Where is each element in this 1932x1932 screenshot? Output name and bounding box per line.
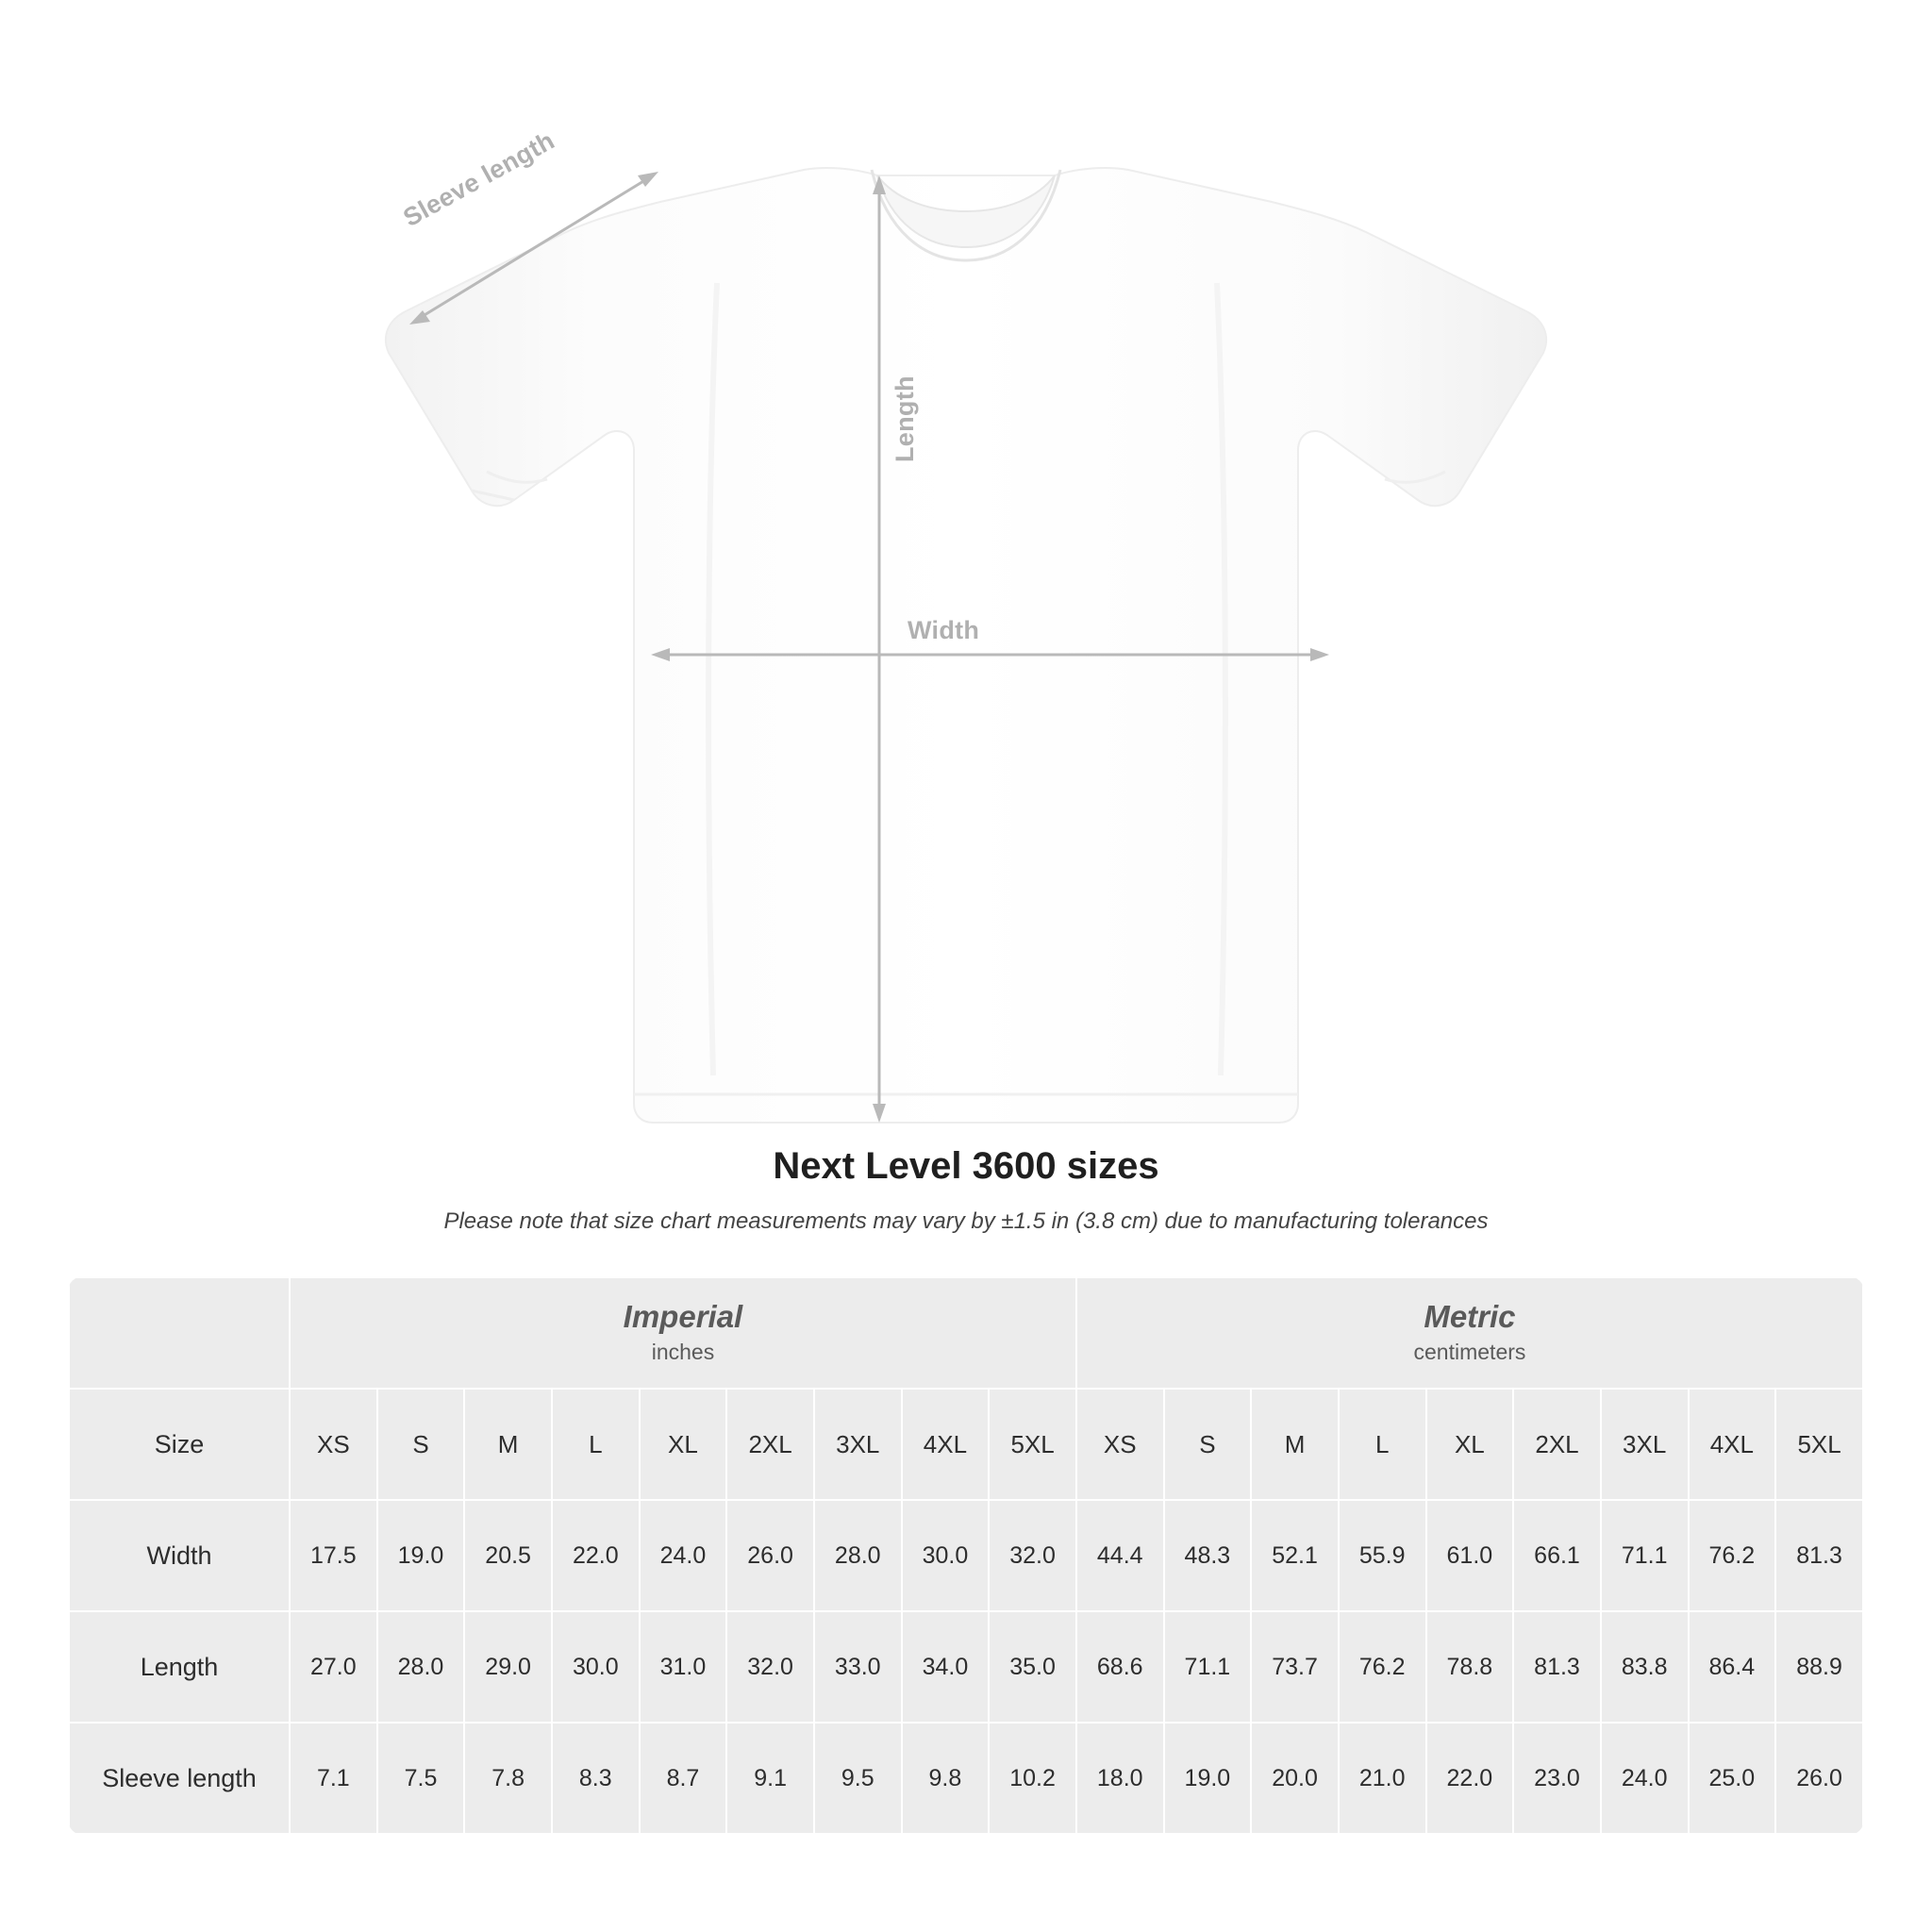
size-col-15: 3XL bbox=[1601, 1389, 1689, 1500]
cell-length-8: 35.0 bbox=[989, 1611, 1076, 1723]
cell-width-4: 24.0 bbox=[640, 1500, 727, 1611]
cell-sleeve-14: 23.0 bbox=[1513, 1723, 1601, 1834]
cell-sleeve-12: 21.0 bbox=[1339, 1723, 1426, 1834]
page-title: Next Level 3600 sizes bbox=[773, 1145, 1159, 1187]
cell-width-5: 26.0 bbox=[726, 1500, 814, 1611]
cell-length-16: 86.4 bbox=[1689, 1611, 1776, 1723]
cell-length-17: 88.9 bbox=[1775, 1611, 1863, 1723]
size-col-5: 2XL bbox=[726, 1389, 814, 1500]
cell-length-10: 71.1 bbox=[1164, 1611, 1252, 1723]
cell-width-16: 76.2 bbox=[1689, 1500, 1776, 1611]
cell-sleeve-13: 22.0 bbox=[1426, 1723, 1514, 1834]
table-corner-cell bbox=[69, 1277, 290, 1389]
sleeve-length-label: Sleeve length bbox=[398, 125, 559, 233]
unit-header-row bbox=[69, 1277, 1863, 1389]
unit-group-metric bbox=[1076, 1277, 1863, 1389]
size-col-2: M bbox=[464, 1389, 552, 1500]
cell-length-9: 68.6 bbox=[1076, 1611, 1164, 1723]
size-row-label: Size bbox=[69, 1389, 290, 1500]
cell-length-1: 28.0 bbox=[377, 1611, 465, 1723]
size-table bbox=[68, 1276, 1864, 1835]
cell-length-3: 30.0 bbox=[552, 1611, 640, 1723]
tolerance-note: Please note that size chart measurements may vary by ±1.5 in (3.8 cm) due to manufacturing tolerances bbox=[443, 1208, 1489, 1234]
cell-width-14: 66.1 bbox=[1513, 1500, 1601, 1611]
cell-sleeve-9: 18.0 bbox=[1076, 1723, 1164, 1834]
size-col-11: M bbox=[1251, 1389, 1339, 1500]
row-label-length: Length bbox=[69, 1611, 290, 1723]
unit-group-imperial-sub: inches bbox=[651, 1340, 715, 1365]
cell-length-12: 76.2 bbox=[1339, 1611, 1426, 1723]
cell-sleeve-15: 24.0 bbox=[1601, 1723, 1689, 1834]
size-col-7: 4XL bbox=[902, 1389, 990, 1500]
cell-sleeve-2: 7.8 bbox=[464, 1723, 552, 1834]
size-col-16: 4XL bbox=[1689, 1389, 1776, 1500]
size-col-3: L bbox=[552, 1389, 640, 1500]
cell-length-6: 33.0 bbox=[814, 1611, 902, 1723]
unit-group-imperial-name: Imperial bbox=[623, 1299, 743, 1335]
cell-sleeve-1: 7.5 bbox=[377, 1723, 465, 1834]
cell-sleeve-8: 10.2 bbox=[989, 1723, 1076, 1834]
cell-sleeve-7: 9.8 bbox=[902, 1723, 990, 1834]
cell-sleeve-11: 20.0 bbox=[1251, 1723, 1339, 1834]
cell-width-8: 32.0 bbox=[989, 1500, 1076, 1611]
cell-sleeve-4: 8.7 bbox=[640, 1723, 727, 1834]
cell-length-4: 31.0 bbox=[640, 1611, 727, 1723]
size-col-8: 5XL bbox=[989, 1389, 1076, 1500]
cell-length-2: 29.0 bbox=[464, 1611, 552, 1723]
cell-width-2: 20.5 bbox=[464, 1500, 552, 1611]
cell-length-11: 73.7 bbox=[1251, 1611, 1339, 1723]
size-col-13: XL bbox=[1426, 1389, 1514, 1500]
row-label-sleeve-length: Sleeve length bbox=[69, 1723, 290, 1834]
cell-length-7: 34.0 bbox=[902, 1611, 990, 1723]
cell-sleeve-5: 9.1 bbox=[726, 1723, 814, 1834]
size-col-10: S bbox=[1164, 1389, 1252, 1500]
row-label-width: Width bbox=[69, 1500, 290, 1611]
size-col-17: 5XL bbox=[1775, 1389, 1863, 1500]
cell-sleeve-17: 26.0 bbox=[1775, 1723, 1863, 1834]
length-label: Length bbox=[891, 375, 919, 462]
unit-group-imperial bbox=[290, 1277, 1076, 1389]
cell-sleeve-6: 9.5 bbox=[814, 1723, 902, 1834]
cell-length-0: 27.0 bbox=[290, 1611, 377, 1723]
size-col-9: XS bbox=[1076, 1389, 1164, 1500]
cell-width-7: 30.0 bbox=[902, 1500, 990, 1611]
cell-sleeve-10: 19.0 bbox=[1164, 1723, 1252, 1834]
cell-length-15: 83.8 bbox=[1601, 1611, 1689, 1723]
table-row bbox=[69, 1723, 1863, 1834]
cell-length-14: 81.3 bbox=[1513, 1611, 1601, 1723]
table-row bbox=[69, 1611, 1863, 1723]
unit-group-metric-name: Metric bbox=[1424, 1299, 1516, 1335]
size-col-4: XL bbox=[640, 1389, 727, 1500]
cell-width-10: 48.3 bbox=[1164, 1500, 1252, 1611]
cell-sleeve-16: 25.0 bbox=[1689, 1723, 1776, 1834]
cell-width-6: 28.0 bbox=[814, 1500, 902, 1611]
cell-width-9: 44.4 bbox=[1076, 1500, 1164, 1611]
size-col-14: 2XL bbox=[1513, 1389, 1601, 1500]
cell-length-13: 78.8 bbox=[1426, 1611, 1514, 1723]
unit-group-metric-sub: centimeters bbox=[1413, 1340, 1526, 1365]
cell-width-15: 71.1 bbox=[1601, 1500, 1689, 1611]
cell-width-12: 55.9 bbox=[1339, 1500, 1426, 1611]
cell-width-17: 81.3 bbox=[1775, 1500, 1863, 1611]
cell-width-13: 61.0 bbox=[1426, 1500, 1514, 1611]
cell-sleeve-0: 7.1 bbox=[290, 1723, 377, 1834]
cell-width-1: 19.0 bbox=[377, 1500, 465, 1611]
size-col-6: 3XL bbox=[814, 1389, 902, 1500]
cell-sleeve-3: 8.3 bbox=[552, 1723, 640, 1834]
table-row bbox=[69, 1500, 1863, 1611]
size-header-row bbox=[69, 1389, 1863, 1500]
tshirt-shape bbox=[386, 168, 1546, 1123]
cell-length-5: 32.0 bbox=[726, 1611, 814, 1723]
cell-width-0: 17.5 bbox=[290, 1500, 377, 1611]
width-label: Width bbox=[908, 616, 980, 644]
cell-width-3: 22.0 bbox=[552, 1500, 640, 1611]
size-table-wrapper bbox=[68, 1276, 1864, 1835]
size-col-1: S bbox=[377, 1389, 465, 1500]
cell-width-11: 52.1 bbox=[1251, 1500, 1339, 1611]
size-col-12: L bbox=[1339, 1389, 1426, 1500]
size-col-0: XS bbox=[290, 1389, 377, 1500]
